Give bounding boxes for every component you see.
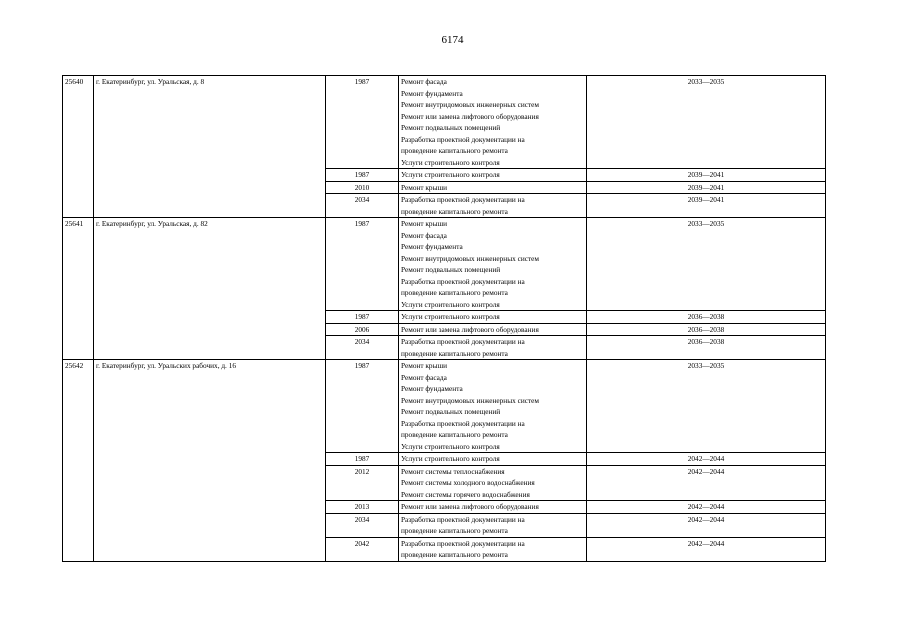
work-type-line: Разработка проектной документации на bbox=[401, 538, 525, 548]
year-cell: 1987 bbox=[326, 218, 399, 311]
planned-period-cell: 2042—2044 bbox=[587, 453, 826, 466]
work-types-cell bbox=[399, 501, 587, 514]
work-type-line: Ремонт системы теплоснабжения bbox=[401, 466, 505, 476]
work-type-line: проведение капитального ремонта bbox=[401, 550, 508, 559]
year-cell: 2034 bbox=[326, 513, 399, 537]
work-type-line: Ремонт внутридомовых инженерных систем bbox=[401, 395, 540, 405]
work-type-line: проведение капитального ремонта bbox=[401, 288, 508, 297]
work-types-cell bbox=[399, 453, 587, 466]
planned-period-cell: 2033—2035 bbox=[587, 218, 826, 311]
work-type-line: Разработка проектной документации на bbox=[401, 195, 525, 204]
work-type-line: проведение капитального ремонта bbox=[401, 206, 508, 216]
work-type-line: проведение капитального ремонта bbox=[401, 146, 508, 155]
year-cell: 1987 bbox=[326, 311, 399, 324]
work-types-cell bbox=[399, 513, 587, 537]
work-type-line: Ремонт подвальных помещений bbox=[401, 265, 501, 274]
year-cell: 2034 bbox=[326, 194, 399, 218]
building-address: г. Екатеринбург, ул. Уральская, д. 8 bbox=[94, 76, 326, 218]
table-row bbox=[63, 360, 826, 453]
work-type-line: Услуги строительного контроля bbox=[401, 299, 500, 309]
building-number: 25642 bbox=[63, 360, 94, 562]
year-cell: 2012 bbox=[326, 465, 399, 501]
work-type-line: Услуги строительного контроля bbox=[401, 170, 500, 179]
page-number: 6174 bbox=[441, 34, 464, 46]
planned-period-cell: 2036—2038 bbox=[587, 336, 826, 360]
year-cell: 2010 bbox=[326, 181, 399, 194]
work-type-line: Ремонт фасада bbox=[401, 372, 447, 382]
planned-period-cell: 2042—2044 bbox=[587, 501, 826, 514]
work-type-line: Ремонт фасада bbox=[401, 77, 447, 86]
work-type-line: Ремонт системы холодного водоснабжения bbox=[401, 478, 535, 487]
work-type-line: проведение капитального ремонта bbox=[401, 430, 508, 439]
building-number: 25641 bbox=[63, 218, 94, 360]
work-types-cell bbox=[399, 537, 587, 561]
work-type-line: Услуги строительного контроля bbox=[401, 454, 500, 463]
work-types-cell bbox=[399, 169, 587, 182]
work-type-line: Ремонт системы горячего водоснабжения bbox=[401, 489, 530, 499]
year-cell: 2006 bbox=[326, 323, 399, 336]
year-cell: 1987 bbox=[326, 360, 399, 453]
planned-period-cell: 2042—2044 bbox=[587, 513, 826, 537]
work-type-line: Ремонт внутридомовых инженерных систем bbox=[401, 100, 540, 109]
work-type-line: Ремонт или замена лифтового оборудования bbox=[401, 324, 539, 334]
year-cell: 2042 bbox=[326, 537, 399, 561]
planned-period-cell: 2033—2035 bbox=[587, 360, 826, 453]
table-body bbox=[63, 76, 826, 562]
work-types-cell bbox=[399, 465, 587, 501]
planned-period-cell: 2042—2044 bbox=[587, 465, 826, 501]
work-types-cell bbox=[399, 311, 587, 324]
work-type-line: Ремонт или замена лифтового оборудования bbox=[401, 111, 539, 121]
work-types-cell bbox=[399, 336, 587, 360]
planned-period-cell: 2036—2038 bbox=[587, 323, 826, 336]
planned-period-cell: 2033—2035 bbox=[587, 76, 826, 169]
table-row bbox=[63, 218, 826, 311]
work-type-line: Услуги строительного контроля bbox=[401, 312, 500, 321]
planned-period-cell: 2036—2038 bbox=[587, 311, 826, 324]
building-number: 25640 bbox=[63, 76, 94, 218]
work-type-line: Ремонт фундамента bbox=[401, 88, 463, 98]
building-address: г. Екатеринбург, ул. Уральских рабочих, д. 16 bbox=[94, 360, 326, 562]
year-cell: 2034 bbox=[326, 336, 399, 360]
work-type-line: Услуги строительного контроля bbox=[401, 157, 500, 167]
work-type-line: проведение капитального ремонта bbox=[401, 526, 508, 535]
work-type-line: Ремонт внутридомовых инженерных систем bbox=[401, 253, 540, 263]
work-type-line: Разработка проектной документации на bbox=[401, 514, 525, 524]
capital-repair-table bbox=[62, 75, 826, 562]
work-type-line: Разработка проектной документации на bbox=[401, 337, 525, 346]
work-type-line: Разработка проектной документации на bbox=[401, 418, 525, 428]
planned-period-cell: 2039—2041 bbox=[587, 194, 826, 218]
work-type-line: Услуги строительного контроля bbox=[401, 441, 500, 451]
work-type-line: Разработка проектной документации на bbox=[401, 276, 525, 286]
building-address: г. Екатеринбург, ул. Уральская, д. 82 bbox=[94, 218, 326, 360]
work-types-cell bbox=[399, 218, 587, 311]
table-row bbox=[63, 76, 826, 169]
work-type-line: Ремонт подвальных помещений bbox=[401, 407, 501, 416]
work-type-line: Ремонт фундамента bbox=[401, 384, 463, 393]
work-types-cell bbox=[399, 181, 587, 194]
work-types-cell bbox=[399, 76, 587, 169]
work-types-cell bbox=[399, 194, 587, 218]
year-cell: 1987 bbox=[326, 169, 399, 182]
year-cell: 2013 bbox=[326, 501, 399, 514]
work-type-line: Ремонт подвальных помещений bbox=[401, 123, 501, 132]
planned-period-cell: 2039—2041 bbox=[587, 181, 826, 194]
year-cell: 1987 bbox=[326, 453, 399, 466]
work-type-line: Ремонт или замена лифтового оборудования bbox=[401, 502, 539, 511]
work-type-line: Ремонт фасада bbox=[401, 230, 447, 240]
planned-period-cell: 2042—2044 bbox=[587, 537, 826, 561]
work-types-cell bbox=[399, 323, 587, 336]
work-type-line: Ремонт фундамента bbox=[401, 242, 463, 251]
work-types-cell bbox=[399, 360, 587, 453]
work-type-line: Ремонт крыши bbox=[401, 182, 448, 192]
year-cell: 1987 bbox=[326, 76, 399, 169]
work-type-line: Ремонт крыши bbox=[401, 361, 448, 370]
work-type-line: проведение капитального ремонта bbox=[401, 348, 508, 358]
planned-period-cell: 2039—2041 bbox=[587, 169, 826, 182]
work-type-line: Ремонт крыши bbox=[401, 219, 448, 228]
work-type-line: Разработка проектной документации на bbox=[401, 134, 525, 144]
